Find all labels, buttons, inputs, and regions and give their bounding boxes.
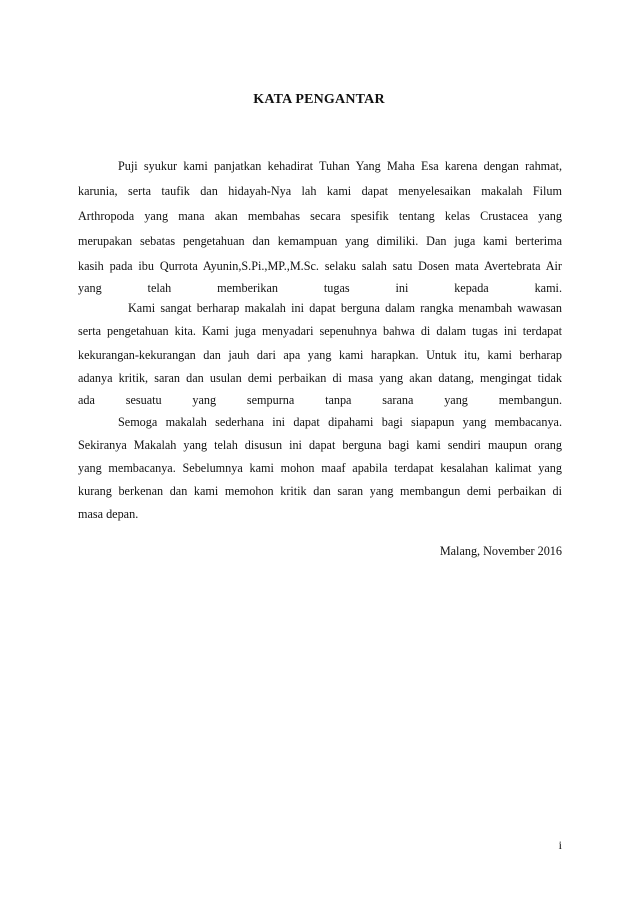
paragraph-2-line-4: adanya kritik, saran dan usulan demi perbaikan di masa yang akan datang, mengingat tidak: [78, 371, 562, 385]
paragraph-2-line-5: ada sesuatu yang sempurna tanpa sarana yang membangun.: [78, 393, 562, 407]
paragraph-1-line-2: karunia, serta taufik dan hidayah-Nya lah kami dapat menyelesaikan makalah Filum: [78, 184, 562, 198]
paragraph-3-line-3: yang membacanya. Sebelumnya kami mohon maaf apabila terdapat kesalahan kalimat yang: [78, 461, 562, 475]
page-title: KATA PENGANTAR: [253, 92, 385, 107]
paragraph-1-line-6: yang telah memberikan tugas ini kepada kami.: [78, 281, 562, 295]
paragraph-2-line-3: kekurangan-kekurangan dan jauh dari apa yang kami harapkan. Untuk itu, kami berharap: [78, 348, 562, 362]
paragraph-3-line-5: masa depan.: [78, 507, 139, 521]
paragraph-3-line-1: Semoga makalah sederhana ini dapat dipahami bagi siapapun yang membacanya.: [118, 415, 562, 429]
paragraph-2-line-2: serta pengetahuan kita. Kami juga menyadari sepenuhnya bahwa di dalam tugas ini terdapat: [78, 324, 562, 338]
paragraph-3-line-2: Sekiranya Makalah yang telah disusun ini dapat berguna bagi kami sendiri maupun orang: [78, 438, 562, 452]
paragraph-1-line-4: merupakan sebatas pengetahuan dan kemampuan yang dimiliki. Dan juga kami berterima: [78, 234, 562, 248]
paragraph-1-line-1: Puji syukur kami panjatkan kehadirat Tuhan Yang Maha Esa karena dengan rahmat,: [118, 159, 562, 173]
signature-place-date: Malang, November 2016: [439, 544, 562, 558]
paragraph-1-line-3: Arthropoda yang mana akan membahas secara spesifik tentang kelas Crustacea yang: [78, 209, 562, 223]
paragraph-3-line-4: kurang berkenan dan kami memohon kritik dan saran yang membangun demi perbaikan di: [78, 484, 562, 498]
paragraph-2-line-1: Kami sangat berharap makalah ini dapat berguna dalam rangka menambah wawasan: [128, 301, 562, 315]
page-number: i: [558, 838, 562, 852]
paragraph-1-line-5: kasih pada ibu Qurrota Ayunin,S.Pi.,MP.,M.Sc. selaku salah satu Dosen mata Avertebrata Air: [78, 259, 562, 273]
